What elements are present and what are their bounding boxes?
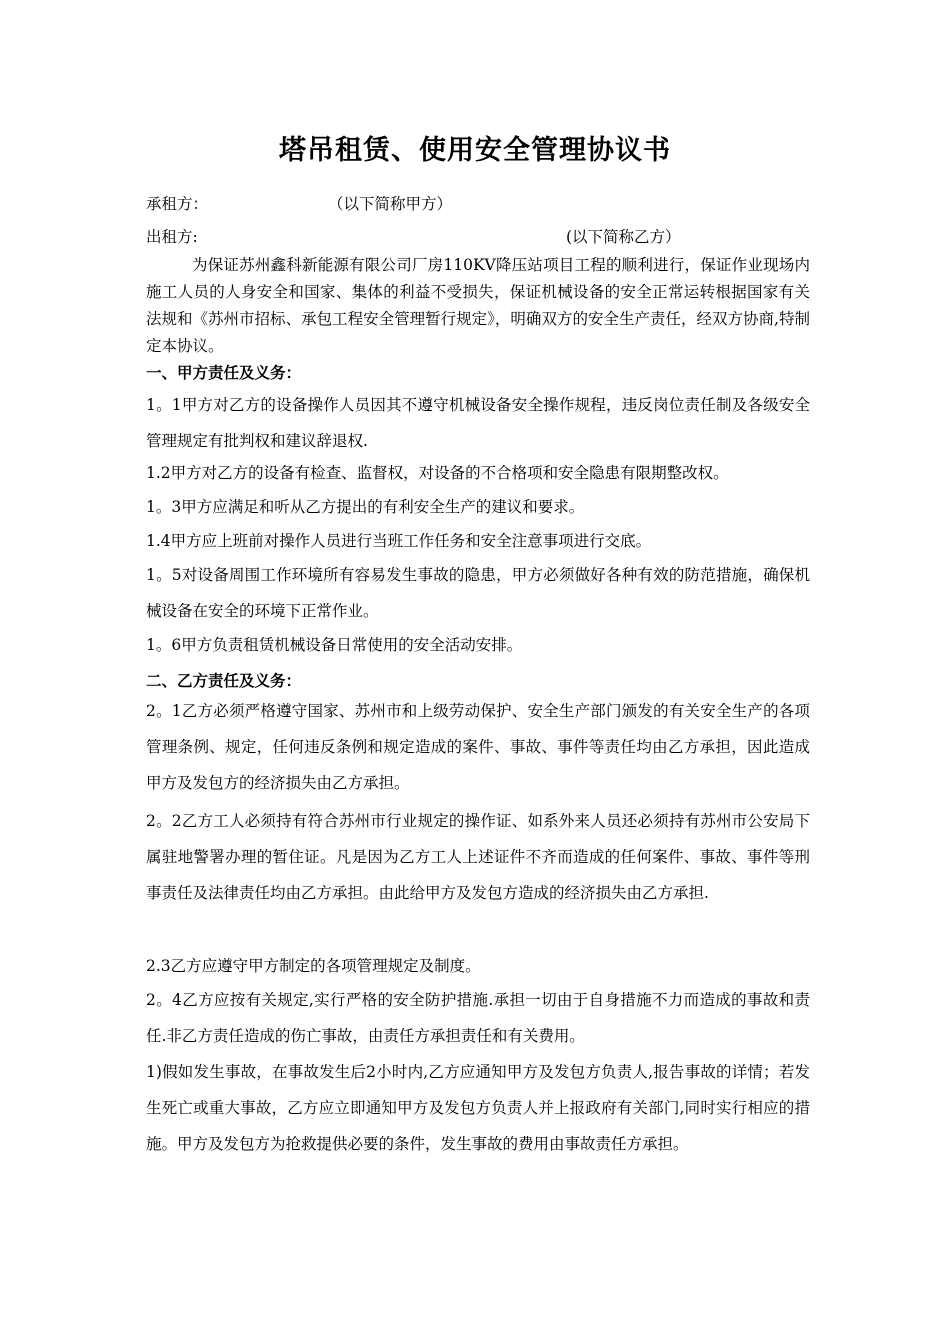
lessor-label: 出租方: [146, 228, 198, 246]
clause-1-3: 1。3甲方应满足和听从乙方提出的有利安全生产的建议和要求。 [146, 498, 585, 516]
section1-heading: 一、甲方责任及义务： [146, 364, 302, 382]
lessee-note: （以下简称甲方） [328, 195, 453, 213]
clause-2-3: 2.3乙方应遵守甲方制定的各项管理规定及制度。 [146, 957, 481, 975]
clause-1-6: 1。6甲方负责租赁机械设备日常使用的安全活动安排。 [146, 636, 523, 654]
document-title: 塔吊租赁、使用安全管理协议书 [279, 135, 671, 166]
clause-1-2: 1.2甲方对乙方的设备有检查、监督权，对设备的不合格项和安全隐患有限期整改权。 [146, 464, 729, 482]
lessee-label: 承租方： [146, 195, 209, 213]
clause-1-5: 1。5对设备周围工作环境所有容易发生事故的隐患，甲方必须做好各种有效的防范措施，确保机械设备在安全的环境下正常作业。 [146, 566, 810, 620]
clause-2-4: 2。4乙方应按有关规定,实行严格的安全防护措施.承担一切由于自身措施不力而造成的事故和责任.非乙方责任造成的伤亡事故，由责任方承担责任和有关费用。 [146, 991, 810, 1045]
clause-2-4-1: 1)假如发生事故，在事故发生后2小时内,乙方应通知甲方及发包方负责人,报告事故的详情；若发生死亡或重大事故，乙方应立即通知甲方及发包方负责人并上报政府有关部门,同时实行相应的措施。甲方及发包方为抢救提供必要的条件，发生事故的费用由事故责任方承担。 [146, 1063, 810, 1153]
intro-paragraph: 为保证苏州鑫科新能源有限公司厂房110KV降压站项目工程的顺利进行，保证作业现场内施工人员的人身安全和国家、集体的利益不受损失，保证机械设备的安全正常运转根据国家有关法规和《苏州市招标、承包工程安全管理暂行规定》，明确双方的安全生产责任，经双方协商,特制定本协议。 [146, 256, 810, 355]
clause-2-2: 2。2乙方工人必须持有符合苏州市行业规定的操作证、如系外来人员还必须持有苏州市公安局下属驻地警署办理的暂住证。凡是因为乙方工人上述证件不齐而造成的任何案件、事故、事件等刑事责任及法律责任均由乙方承担。由此给甲方及发包方造成的经济损失由乙方承担. [146, 812, 810, 902]
clause-1-4: 1.4甲方应上班前对操作人员进行当班工作任务和安全注意事项进行交底。 [146, 532, 652, 550]
clause-1-1: 1。1甲方对乙方的设备操作人员因其不遵守机械设备安全操作规程，违反岗位责任制及各级安全管理规定有批判权和建议辞退权. [146, 396, 810, 450]
clause-2-1: 2。1乙方必须严格遵守国家、苏州市和上级劳动保护、安全生产部门颁发的有关安全生产的各项管理条例、规定，任何违反条例和规定造成的案件、事故、事件等责任均由乙方承担，因此造成甲方及发包方的经济损失由乙方承担。 [146, 702, 810, 792]
section2-heading: 二、乙方责任及义务： [146, 672, 302, 690]
lessor-note: (以下简称乙方） [566, 228, 681, 246]
